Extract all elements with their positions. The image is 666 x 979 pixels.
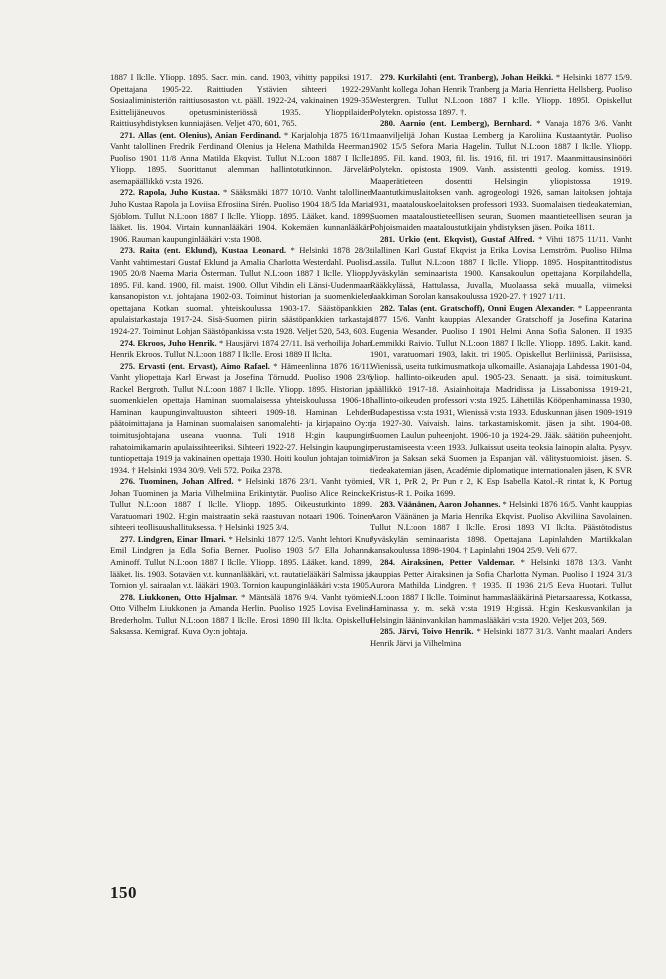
entry-name: Ervasti (ent. Ervast), Aimo Rafael.	[138, 360, 270, 371]
entry-275	[110, 361, 372, 476]
entry-name: Aarnio (ent. Lemberg), Bernhard.	[399, 118, 532, 129]
entry-number: 275.	[120, 360, 136, 371]
entry-284	[370, 557, 632, 626]
entry-number: 285.	[380, 626, 396, 637]
entry-name: Ekroos, Juho Henrik.	[137, 337, 217, 348]
entry-text: * Helsinki 1877 15/9. Vanht kollega Johan Henrik Tranberg ja Maria Henrietta Hellsberg. Puoliso Westergren. Tullut N.L:oon 1887 I k:lle. Yliopp. 1895l. Opiskellut Polytekn. opistossa 1897. †.	[370, 72, 632, 117]
entry-283	[370, 499, 632, 557]
left-column	[110, 72, 372, 638]
right-column	[370, 72, 632, 649]
entry-text: * Helsinki 1876 23/1. Vanht työmies Johan Tuominen ja Maria Vilhelmiina Erikintytär. Puoliso Alice Reincke. Tullut N.L:oon 1887 I lk:lle. Yliopp. 1895. Oikeustutkinto 1899. Varatuomari 1902. H:gin maistraatin sekä raastuvan notaari 1906. Toinen sihteeri teollisuushallituksessa. † Helsinki 1925 3/4.	[110, 476, 372, 533]
entry-name: Lindgren, Einar Ilmari.	[137, 533, 226, 544]
entry-number: 279.	[380, 72, 396, 82]
entry-285	[370, 626, 632, 649]
entry-name: Tuominen, Johan Alfred.	[138, 476, 234, 487]
entry-276	[110, 476, 372, 534]
entry-number: 274.	[120, 337, 136, 348]
entry-number: 277.	[120, 533, 136, 544]
page-number: 150	[110, 883, 137, 902]
entry-273	[110, 245, 372, 337]
entry-name: Urkio (ent. Ekqvist), Gustaf Alfred.	[398, 233, 535, 244]
entry-name: Järvi, Toivo Henrik.	[397, 626, 474, 637]
entry-name: Talas (ent. Gratschoff), Onni Eugen Alexander.	[398, 302, 575, 313]
entry-text: 1887 I lk:lle. Yliopp. 1895. Sacr. min. cand. 1903, vihitty pappiksi 1917. Opettajana 1905-22. Raittiuden Ystävien sihteeri 1922-29. Sosiaaliministeriön raittiusosaston v.t. pääll. 1922-24, vakinainen 1929-35. Esittelijäneuvos opetusministeriössä 1935. Ylioppilaiden Raittiusyhdistyksen kunniajäsen. Veljet 470, 601, 765.	[110, 72, 372, 129]
entry-text: * Hausjärvi 1874 27/11. Isä verhoilija Johan Henrik Ekroos. Tullut N.L:oon 1887 I lk:lle. Erosi 1889 II lk:lta.	[110, 337, 372, 360]
entry-number: 271.	[120, 129, 136, 140]
entry-text: * Helsinki 1877 12/5. Vanht lehtori Knut Emil Lindgren ja Edla Sofia Berner. Puoliso 1903 5/7 Ella Johanna Aminoff. Tullut N.L:oon 1887 I lk:lle. Yliopp. 1895. Lääket. kand. 1899, lääket. lis. 1903. Sotaväen v.t. kunnanlääkäri, v.t. rautatielääkäri Salmissa ja Tornion yl. sairaalan v.t. lääkäri 1903. Tornion kaupunginlääkäri v:sta 1905.	[110, 533, 372, 591]
entry-279	[370, 72, 632, 118]
entry-text: * Hämeenlinna 1876 16/11. Vanht yliopettaja Karl Erwast ja Josefina Törnudd. Puoliso 1908 23/6 Rackel Bergroth. Tullut N.L:oon 1887 I lk:lle. Yliopp. 1895. Historian ja suomenkielen opettaja Haminan suomalaisessa yhteiskoulussa 1906-18. Haminan kaupunginvaltuuston sihteeri 1909-18. Haminan Lehden päätoimittajana ja Haminan suomalaisen sanomalehti- ja kirjapaino Oy:n toimitusjohtajana useana vuonna. Tuli 1918 H:gin kaupungin rahatoimikamarin apulaissihteeriksi. Sihteeri 1922-27. Helsingin kaupungin tuntiopettaja 1919 ja vakinainen opettaja 1930. Hoiti koulun johtajan toimia 1934. † Helsinki 1934 30/9. Veli 572. Poika 2378.	[110, 360, 372, 475]
entry-278	[110, 592, 372, 638]
entry-number: 273.	[120, 245, 136, 256]
entry-number: 284.	[380, 556, 396, 567]
entry-280	[370, 118, 632, 233]
entry-number: 283.	[380, 499, 396, 510]
entry-text: * Vanaja 1876 3/6. Vanht maanviljelijä Johan Kustaa Lemberg ja Karoliina Kustaantytär. Puoliso 1902 15/5 Sefora Maria Hagelin. Tullut N.L:oon 1887 I lk:lle. Yliopp. 1895. Fil. kand. 1903, fil. lis. 1916, fil. tri 1917. Maanmittausinsinööri Polytekn. opistosta 1909. Vanh. assistentti geolog. komiss. 1919. Maaperätieteen dosentti Helsingin yliopistossa 1919. Maantutkimuslaitoksen vanh. agrogeologi 1926, saman laitoksen johtaja 1931, maatalouskoelaitoksen professori 1933. Suomalaisen tiedeakatemian, Suomen maataloustieteellisen seuran, Suomen maantieteellisen seuran ja Pohjoismaiden maataloustutkijain yhdistyksen jäsen. Poika 1811.	[370, 118, 632, 233]
entry-number: 281.	[380, 233, 396, 244]
entry-number: 272.	[120, 187, 136, 198]
entry-text: * Helsinki 1876 16/5. Vanht kauppias Aaron Väänänen ja Maria Henrika Ekqvist. Puoliso Akviliina Savolainen. Tullut N.L:oon 1887 I lk:lle. Erosi 1893 VI lk:lta. Päästötodistus Jyväskylän seminaarista 1898. Opettajana Lapinlahden Martikkalan kansakoulussa 1898-1904. † Lapinlahti 1904 25/9. Veli 677.	[370, 499, 632, 556]
entry-282	[370, 303, 632, 499]
entry-274	[110, 338, 372, 361]
entry-name: Airaksinen, Petter Valdemar.	[400, 556, 515, 567]
entry-text: * Helsinki 1877 31/3. Vanht maalari Anders Henrik Järvi ja Vilhelmina	[370, 626, 632, 648]
entry-name: Raita (ent. Eklund), Kustaa Leonard.	[139, 245, 287, 256]
entry-text: * Karjalohja 1875 16/11. Vanht talollinen Fredrik Ferdinand Olenius ja Helena Mathilda Heerman. Puoliso 1901 11/8 Anna Matilda Ekqvist. Tullut N.L:oon 1887 I lk:lle. Yliopp. 1895. Suorittanut alemman hallintotutkinnon. Järvelän asemapäällikkö v:sta 1926.	[110, 129, 372, 186]
entry-name: Liukkonen, Otto Hjalmar.	[138, 591, 238, 602]
entry-name: Rapola, Juho Kustaa.	[138, 187, 220, 198]
entry-text: * Lappeenranta 1877 15/6. Vanht kauppias Alexander Gratschoff ja Josefina Katarina Eugenia Wesander. Puoliso I 1901 Helmi Anna Sofia Salonen. II 1935 Lemmikki Raivio. Tullut N.L:oon 1887 I lk:lle. Yliopp. 1895. Lakit. kand. 1901, varatuomari 1903, lakit. tri 1905. Opiskellut Berliinissä, Pariisissa, Wienissä, useita tutkimusmatkoja ulkomaille. Asianajaja Lahdessa 1901-04, yliop. hallinto-oikeuden apul. 1905-23. Senaatt. ja sisä. toimituskunt. päällikkö 1917-18. Asiainhoitaja Madridissa ja Lissabonissa 1919-21, hallinto-oikeuden professori v:sta 1925. Lähettiläs Kööpenhaminassa 1930, Budapestissa v:sta 1931, Wienissä v:sta 1933. Eduskunnan jäsen 1909-1919 ja 1927-30. Vaivaish. lains. tarkastamiskomit. jäsen ja siht. 1904-08. Suomen Laulun puheenjoht. 1906-10 ja 1924-29. Jääk. säätiön puheenjoht. perustamiseesta v:een 1933. Julkaissut useita teoksia lainopin alalta. Pysyv. Viron ja Saksan sekä Suomen ja Espanjan väl. välitystuomioist. jäsen. S. tiedeakatemian jäsen, Académie diplomatique internationalen jäsen, K SVR I, VR 1, PrR 2, Pr Pun r 2, K Esp Isabella Katol.-R rintat k, K Portug Kristus-R 1. Poika 1699.	[370, 302, 632, 498]
entry-text: * Helsinki 1878 13/3. Vanht kauppias Petter Airaksinen ja Sofia Charlotta Nyman. Puoliso I 1924 31/3 Aurora Mathilda Lindgren. † 1935. II 1936 21/5 Eeva Huotari. Tullut N.L:oon 1887 I lk:lle. Toiminut hammaslääkärinä Pietarsaaressa, Kotkassa, Haminassa y. m. sekä v:sta 1919 H:gissä. H:gin Keskusvankilan ja Helsingin lääninvankilan hammaslääkäri v:sta 1920. Veljet 203, 569.	[370, 556, 632, 625]
entry-continuation	[110, 72, 372, 130]
entry-text: * Vihti 1875 11/11. Vanht tilallinen Karl Gustaf Ekqvist ja Erika Lovisa Lemström. Puoliso Hilma Lassila. Tullut N.L:oon 1887 I lk:lle. Yliopp. 1895. Hospitanttitodistus Jyväskylän seminaarista 1900. Kansakoulun opettajana Korpilahdella, Rääkkylässä, Hattulassa, Juvalla, Muolaassa sekä muualla, viimeksi Jaakkiman Sorolan kansakoulussa 1920-27. † 1927 1/11.	[370, 233, 632, 302]
entry-277	[110, 534, 372, 592]
entry-name: Väänänen, Aaron Johannes.	[397, 499, 501, 510]
entry-name: Kurkilahti (ent. Tranberg), Johan Heikki.	[397, 72, 554, 82]
entry-271	[110, 130, 372, 188]
entry-text: * Sääksmäki 1877 10/10. Vanht talollinen Juho Kustaa Rapola ja Loviisa Efrosiina Sirén. Puoliso 1904 18/5 Ida Maria Sjöblom. Tullut N.L:oon 1887 I lk:lle. Yliopp. 1895. Lääket. kand. 1899, lääket. lis. 1904. Virtain kunnanlääkäri 1904. Kokemäen kunnanlääkäri 1906. Rauman kaupunginlääkäri v:sta 1908.	[110, 187, 373, 244]
entry-number: 276.	[120, 476, 136, 487]
entry-281	[370, 234, 632, 303]
entry-text: * Mäntsälä 1876 9/4. Vanht työmies Otto Vilhelm Liukkonen ja Amanda Herlin. Puoliso 1925 Lovisa Evelina Brederholm. Tullut N.L:oon 1887 I lk:lle. Erosi 1890 III lk:lta. Opiskellut Saksassa. Kemigraf. Kuva Oy:n johtaja.	[110, 591, 373, 637]
entry-text: * Helsinki 1878 28/3. Vanht vahtimestari Gustaf Eklund ja Amalia Charlotta Westerdahl. Puoliso 1905 20/8 Naema Maria Österman. Tullut N.L:oon 1887 I lk:lle. Yliopp. 1895. Fil. kand. 1900, fil. maist. 1900. Ollut Vihdin eli Länsi-Uudenmaan kansanopiston v.t. johtajana 1902-03. Toiminut historian ja suomenkielen opettajana Kotkan suomal. yhteiskoulussa 1903-17. Säästöpankkien apulaistarkastaja 1917-24. Sisä-Suomen piirin säästöpankkien tarkastaja 1924-27. Toiminut Lohjan Säästöpankissa v:sta 1928. Veljet 520, 543, 603.	[110, 245, 372, 337]
entry-number: 280.	[380, 118, 396, 129]
entry-name: Allas (ent. Olenius), Anian Ferdinand.	[138, 129, 281, 140]
entry-number: 282.	[380, 302, 396, 313]
entry-number: 278.	[120, 591, 136, 602]
entry-272	[110, 187, 372, 245]
